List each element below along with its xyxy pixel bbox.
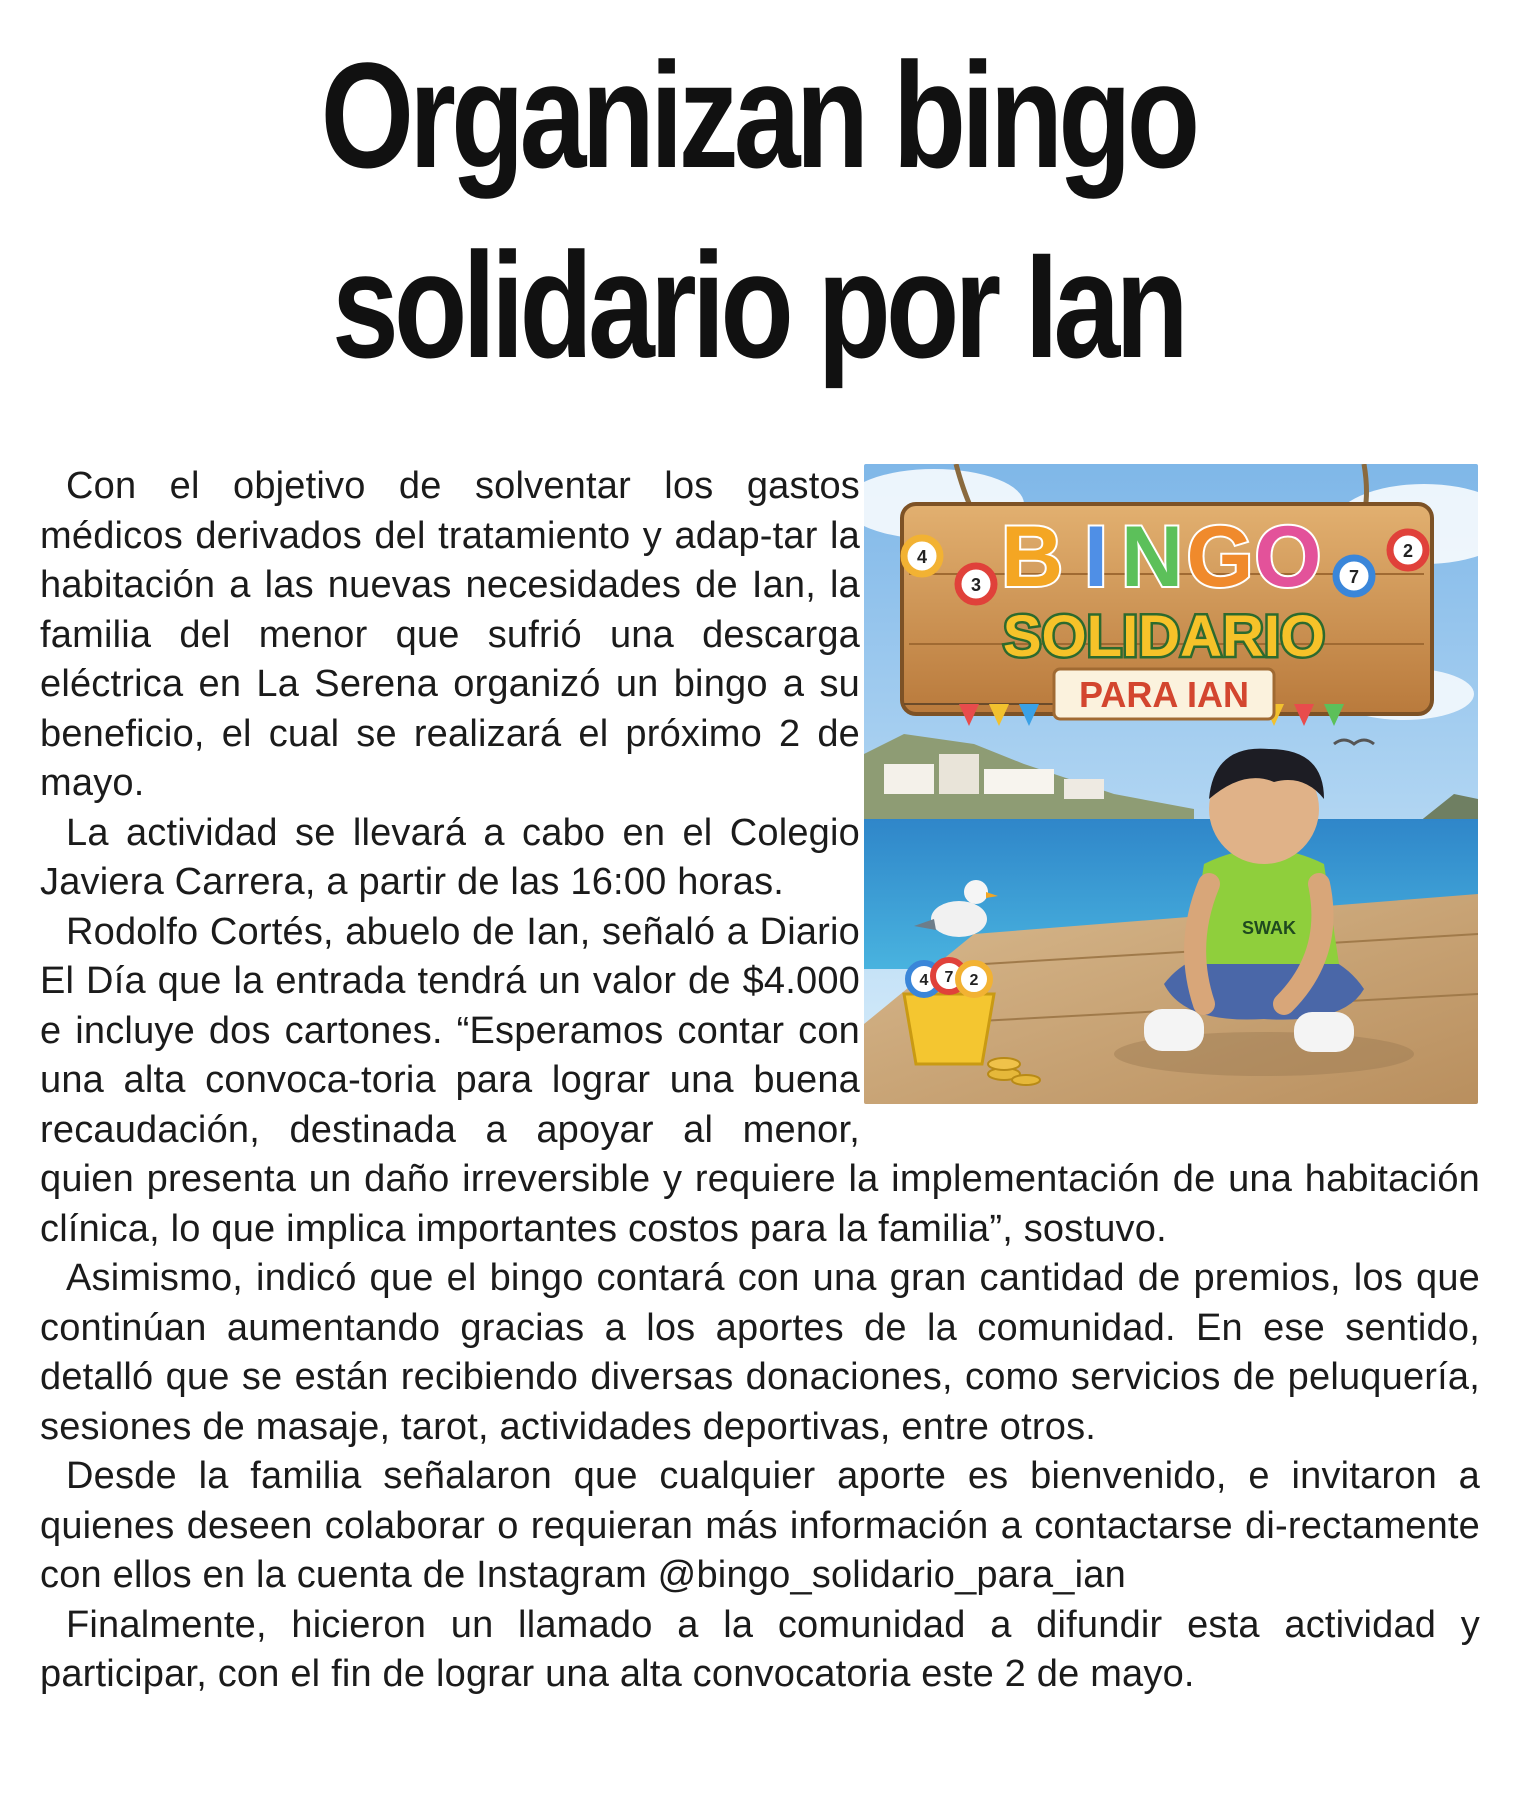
image-wrap-spacer: [874, 462, 1480, 1138]
paragraph-6: Finalmente, hicieron un llamado a la comunidad a difundir esta actividad y participar, con el fin de lograr una alta convocatoria este 2 de mayo.: [40, 1603, 1480, 1695]
bucket-ball-2: 7: [944, 969, 954, 986]
poster-letter-g: G: [1186, 509, 1254, 605]
paragraph-4: Asimismo, indicó que el bingo contará con una gran cantidad de premios, los que continúan aumentando gracias a los aportes de la comunidad. En ese sentido, detalló que se están recibiendo diversas donaciones, como servicios de peluquería, sesiones de masaje, tarot, actividades deportivas, entre otros.: [40, 1257, 1480, 1448]
sign-ball-1: 4: [916, 547, 928, 567]
poster-line-2: SOLIDARIO: [1002, 604, 1326, 669]
paragraph-2: La actividad se llevará a cabo en el Colegio Javiera Carrera, a partir de las 16:00 horas.: [40, 811, 860, 903]
bucket-ball-1: 4: [919, 972, 929, 989]
sign-ball-2: 3: [970, 575, 982, 595]
poster-letter-o: O: [1254, 509, 1322, 605]
bucket-ball-3: 2: [969, 972, 979, 989]
paragraph-1: Con el objetivo de solventar los gastos médicos derivados del tratamiento y adap-tar la habitación a las nuevas necesidades de Ian, la familia del menor que sufrió una descarga eléctrica en La Serena organizó un bingo a su beneficio, el cual se realizará el próximo 2 de mayo.: [40, 465, 860, 804]
shirt-text: SWAK: [1242, 918, 1296, 938]
poster-letter-n: N: [1120, 509, 1184, 605]
headline: [184, 20, 1333, 400]
poster-letter-i: I: [1084, 509, 1108, 605]
sign-ball-3: 7: [1348, 567, 1360, 587]
headline-line-2: solidario por Ian: [332, 221, 1184, 389]
paragraph-5: Desde la familia señalaron que cualquier aporte es bienvenido, e invitaron a quienes deseen colaborar o requieran más información a contactarse di-rectamente con ellos en la cuenta de Instagram @bingo_solidario_para_ian: [40, 1455, 1480, 1596]
poster-line-3: PARA IAN: [1079, 674, 1249, 715]
poster-letter-b: B: [1000, 509, 1064, 605]
paragraph-3: Rodolfo Cortés, abuelo de Ian, señaló a Diario El Día que la entrada tendrá un valor de $4.000 e incluye dos cartones. “Esperamos contar con una alta convoca-toria para lograr una buena recaudación, destinada a apoyar al menor, quien presenta un daño irreversible y requiere la implementación de una habitación clínica, lo que implica importantes costos para la familia”, sostuvo.: [40, 910, 1480, 1250]
sign-ball-4: 2: [1402, 541, 1414, 561]
article-body: [40, 462, 1480, 1700]
headline-line-1: Organizan bingo: [320, 31, 1196, 199]
